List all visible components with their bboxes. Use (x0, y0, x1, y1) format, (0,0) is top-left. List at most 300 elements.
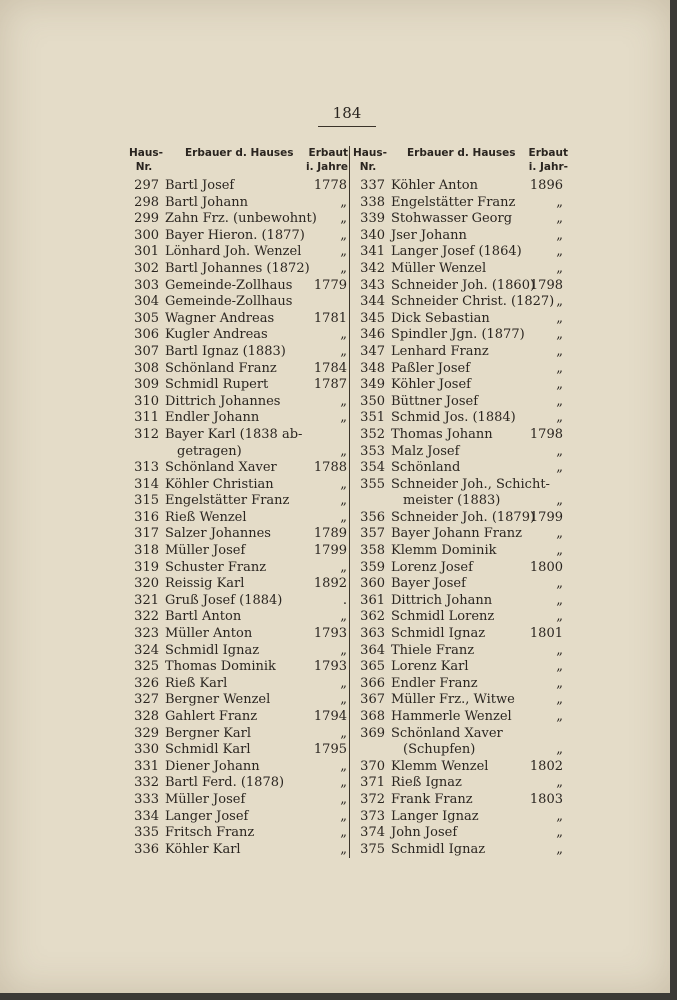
builder-name: Gahlert Franz (165, 709, 258, 724)
house-number: 367 (360, 692, 385, 708)
house-entry-row (125, 377, 347, 394)
builder-name: Köhler Christian (165, 476, 274, 492)
house-entry-row (351, 394, 573, 411)
builder-name: Engelstätter Franz (391, 194, 516, 210)
build-year: „ (556, 310, 563, 326)
builder-name: Dittrich Johannes (165, 393, 281, 409)
left-header-house-number: Haus- Nr. (129, 147, 163, 173)
build-year: „ (340, 808, 347, 824)
build-year: 1787 (313, 377, 347, 393)
build-year: „ (340, 642, 347, 658)
house-number: 339 (360, 211, 385, 227)
builder-name: Bartl Johannes (1872) (165, 260, 310, 276)
builder-name: Hammerle Wenzel (391, 709, 512, 724)
house-number: 331 (134, 758, 159, 774)
house-entry-row (351, 211, 573, 228)
builder-name: Malz Josef (391, 443, 460, 459)
build-year: „ (340, 675, 347, 691)
house-entry-row (351, 842, 573, 859)
build-year: „ (340, 493, 347, 509)
builder-name: Wagner Andreas (165, 310, 275, 326)
builder-name: Müller Wenzel (391, 260, 487, 276)
builder-name: Fritsch Franz (165, 825, 255, 841)
house-entry-row (351, 593, 573, 610)
builder-name: Schmidl Ignaz (165, 642, 260, 658)
build-year: „ (556, 493, 563, 509)
house-entry-row (351, 775, 573, 792)
build-year: 1788 (313, 460, 347, 476)
builder-name: Schönland Xaver (165, 460, 277, 476)
builder-name: Bartl Johann (165, 194, 248, 210)
build-year: 1800 (529, 559, 563, 575)
house-number: 362 (360, 609, 385, 625)
builder-name: Müller Josef (165, 543, 246, 559)
house-number: 337 (360, 178, 385, 193)
house-number: 369 (360, 725, 385, 741)
builder-name: Reissig Karl (165, 576, 245, 592)
builder-name: Paßler Josef (391, 360, 471, 376)
left-house-list (125, 178, 347, 858)
builder-name: Bartl Josef (165, 178, 235, 193)
build-year: „ (556, 825, 563, 841)
house-entry-row (125, 510, 347, 527)
build-year: „ (340, 343, 347, 359)
builder-name: Diener Johann (165, 758, 260, 774)
house-entry-row (351, 294, 573, 311)
builder-name: (Schupfen) (403, 742, 476, 758)
house-entry-row (351, 659, 573, 676)
build-year: „ (340, 194, 347, 210)
build-year: „ (556, 377, 563, 393)
house-number: 333 (134, 791, 159, 807)
house-entry-row (351, 460, 573, 477)
house-entry-row (351, 676, 573, 693)
house-number: 320 (134, 576, 159, 592)
right-header-builder: Erbauer d. Hauses (407, 147, 516, 159)
left-header-builder: Erbauer d. Hauses (185, 147, 294, 159)
build-year: „ (556, 327, 563, 343)
house-entry-row (351, 410, 573, 427)
house-entry-row (125, 643, 347, 660)
house-number: 352 (360, 426, 385, 442)
build-year: 1798 (529, 277, 563, 293)
builder-name: getragen) (177, 443, 242, 459)
house-number: 318 (134, 543, 159, 559)
build-year: 1798 (529, 426, 563, 442)
house-entry-row (351, 560, 573, 577)
house-entry-row (125, 659, 347, 676)
build-year: 1799 (529, 509, 563, 525)
house-entry-row (351, 726, 573, 743)
build-year: „ (556, 410, 563, 426)
builder-name: Lorenz Josef (391, 559, 473, 575)
house-number: 336 (134, 841, 159, 857)
column-divider (349, 146, 350, 858)
builder-name: Bartl Ignaz (1883) (165, 343, 286, 359)
build-year: 1795 (313, 742, 347, 758)
house-number: 344 (360, 294, 385, 310)
house-entry-row (125, 775, 347, 792)
house-number: 301 (134, 244, 159, 260)
house-number: 345 (360, 310, 385, 326)
house-number: 341 (360, 244, 385, 260)
builder-name: meister (1883) (403, 493, 501, 509)
house-entry-row (125, 178, 347, 195)
builder-name: Köhler Anton (391, 178, 478, 193)
house-entry-row (351, 692, 573, 709)
builder-name: Schuster Franz (165, 559, 267, 575)
builder-name: Endler Johann (165, 410, 260, 426)
house-entry-row (351, 526, 573, 543)
house-entry-row (125, 842, 347, 859)
house-entry-row (125, 278, 347, 295)
build-year: „ (340, 260, 347, 276)
build-year: 1892 (313, 576, 347, 592)
house-entry-row (125, 460, 347, 477)
builder-name: Schmidl Lorenz (391, 609, 495, 625)
builder-name: Jser Johann (391, 227, 467, 243)
builder-name: Schneider Christ. (1827) (391, 294, 555, 310)
build-year: „ (340, 244, 347, 260)
house-number: 330 (134, 742, 159, 758)
house-number: 365 (360, 659, 385, 675)
house-number: 298 (134, 194, 159, 210)
house-entry-row (125, 709, 347, 726)
house-number: 353 (360, 443, 385, 459)
builder-name: Stohwasser Georg (391, 211, 513, 227)
right-house-list (351, 178, 573, 858)
house-entry-row (125, 228, 347, 245)
house-number: 314 (134, 476, 159, 492)
house-number: 317 (134, 526, 159, 542)
house-number: 356 (360, 509, 385, 525)
build-year: „ (556, 244, 563, 260)
builder-name: Schmidl Rupert (165, 377, 269, 393)
house-entry-row (125, 410, 347, 427)
house-number: 334 (134, 808, 159, 824)
house-entry-row (125, 493, 347, 510)
house-entry-row (351, 643, 573, 660)
house-entry-row (351, 228, 573, 245)
build-year: „ (340, 791, 347, 807)
house-entry-row (125, 361, 347, 378)
house-entry-row (351, 543, 573, 560)
house-entry-row (351, 493, 573, 510)
house-entry-row (351, 792, 573, 809)
build-year: „ (556, 543, 563, 559)
house-entry-row (351, 244, 573, 261)
builder-name: Bartl Ferd. (1878) (165, 775, 285, 791)
house-entry-row (351, 742, 573, 759)
house-entry-row (351, 626, 573, 643)
house-entry-row (351, 344, 573, 361)
house-number: 324 (134, 642, 159, 658)
build-year: 1799 (313, 543, 347, 559)
house-number: 306 (134, 327, 159, 343)
house-entry-row (125, 792, 347, 809)
build-year: „ (556, 294, 563, 310)
build-year: „ (340, 758, 347, 774)
house-number: 311 (134, 410, 159, 426)
house-entry-row (125, 211, 347, 228)
house-number: 304 (134, 294, 159, 310)
house-entry-row (125, 344, 347, 361)
builder-name: Müller Anton (165, 626, 253, 642)
build-year: „ (556, 343, 563, 359)
house-number: 373 (360, 808, 385, 824)
house-number: 300 (134, 227, 159, 243)
house-number: 321 (134, 592, 159, 608)
build-year: „ (340, 476, 347, 492)
builder-name: Rieß Karl (165, 675, 228, 691)
house-number: 354 (360, 460, 385, 476)
house-entry-row (125, 809, 347, 826)
house-number: 370 (360, 758, 385, 774)
builder-name: Schönland Xaver (391, 725, 503, 741)
build-year: „ (340, 327, 347, 343)
house-number: 358 (360, 543, 385, 559)
builder-name: Kugler Andreas (165, 327, 268, 343)
house-entry-row (125, 526, 347, 543)
builder-name: Büttner Josef (391, 393, 479, 409)
house-entry-row (351, 477, 573, 494)
build-year: „ (556, 576, 563, 592)
build-year: „ (556, 460, 563, 476)
house-entry-row (125, 261, 347, 278)
house-number: 305 (134, 310, 159, 326)
house-entry-row (125, 477, 347, 494)
builder-name: Engelstätter Franz (165, 493, 290, 509)
house-number: 308 (134, 360, 159, 376)
builder-name: Bayer Josef (391, 576, 466, 592)
house-entry-row (351, 576, 573, 593)
builder-name: Lenhard Franz (391, 343, 489, 359)
house-number: 335 (134, 825, 159, 841)
house-entry-row (125, 742, 347, 759)
house-number: 346 (360, 327, 385, 343)
house-entry-row (125, 543, 347, 560)
build-year: „ (556, 742, 563, 758)
build-year: „ (556, 526, 563, 542)
house-number: 349 (360, 377, 385, 393)
house-number: 307 (134, 343, 159, 359)
house-number: 340 (360, 227, 385, 243)
builder-name: Bartl Anton (165, 609, 242, 625)
house-entry-row (351, 311, 573, 328)
builder-name: Thomas Johann (391, 426, 493, 442)
house-entry-row (125, 676, 347, 693)
house-number: 343 (360, 277, 385, 293)
builder-name: Rieß Wenzel (165, 509, 247, 525)
house-number: 357 (360, 526, 385, 542)
house-number: 303 (134, 277, 159, 293)
house-entry-row (351, 444, 573, 461)
house-entry-row (351, 809, 573, 826)
build-year: „ (340, 775, 347, 791)
build-year: 1779 (313, 277, 347, 293)
builder-name: Endler Franz (391, 675, 478, 691)
house-number: 313 (134, 460, 159, 476)
right-header-year: Erbaut i. Jahr- (528, 147, 568, 173)
builder-name: Schmidl Ignaz (391, 626, 486, 642)
house-entry-row (351, 377, 573, 394)
builder-name: Klemm Wenzel (391, 758, 489, 774)
build-year: 1793 (313, 659, 347, 675)
page-number-rule (318, 126, 376, 127)
build-year: „ (556, 211, 563, 227)
build-year: „ (556, 808, 563, 824)
builder-name: Lorenz Karl (391, 659, 469, 675)
build-year: „ (556, 642, 563, 658)
house-number: 371 (360, 775, 385, 791)
builder-name: Müller Josef (165, 791, 246, 807)
builder-name: Gemeinde-Zollhaus (165, 277, 293, 293)
builder-name: Lönhard Joh. Wenzel (165, 244, 302, 260)
house-entry-row (351, 261, 573, 278)
builder-name: Dittrich Johann (391, 592, 493, 608)
house-entry-row (125, 576, 347, 593)
house-number: 350 (360, 393, 385, 409)
builder-name: Rieß Ignaz (391, 775, 462, 791)
build-year: 1793 (313, 626, 347, 642)
house-entry-row (351, 327, 573, 344)
house-number: 310 (134, 393, 159, 409)
house-number: 361 (360, 592, 385, 608)
house-entry-row (125, 444, 347, 461)
build-year: „ (340, 692, 347, 708)
house-number: 347 (360, 343, 385, 359)
builder-name: John Josef (391, 825, 458, 841)
build-year: 1778 (313, 178, 347, 193)
builder-name: Schönland (391, 460, 461, 476)
build-year: „ (340, 443, 347, 459)
builder-name: Zahn Frz. (unbewohnt) (165, 211, 317, 227)
house-entry-row (351, 510, 573, 527)
builder-name: Schmidl Ignaz (391, 841, 486, 857)
build-year: „ (556, 592, 563, 608)
build-year: . (342, 592, 347, 608)
house-entry-row (125, 626, 347, 643)
house-number: 359 (360, 559, 385, 575)
house-entry-row (351, 759, 573, 776)
house-number: 326 (134, 675, 159, 691)
house-entry-row (125, 244, 347, 261)
house-entry-row (125, 609, 347, 626)
house-number: 360 (360, 576, 385, 592)
build-year: 1794 (313, 709, 347, 724)
house-number: 338 (360, 194, 385, 210)
build-year: „ (556, 393, 563, 409)
build-year: „ (340, 841, 347, 857)
builder-name: Schönland Franz (165, 360, 277, 376)
build-year: „ (556, 709, 563, 724)
build-year: „ (556, 227, 563, 243)
house-number: 355 (360, 476, 385, 492)
house-number: 316 (134, 509, 159, 525)
house-number: 309 (134, 377, 159, 393)
house-entry-row (351, 609, 573, 626)
house-entry-row (125, 560, 347, 577)
builder-name: Schneider Joh. (1860) (391, 277, 536, 293)
house-entry-row (125, 759, 347, 776)
builder-name: Köhler Karl (165, 841, 241, 857)
build-year: „ (556, 194, 563, 210)
build-year: „ (556, 360, 563, 376)
builder-name: Salzer Johannes (165, 526, 271, 542)
house-entry-row (125, 394, 347, 411)
builder-name: Bayer Johann Franz (391, 526, 522, 542)
house-number: 329 (134, 725, 159, 741)
house-number: 375 (360, 841, 385, 857)
build-year: „ (556, 675, 563, 691)
house-number: 327 (134, 692, 159, 708)
build-year: 1781 (313, 310, 347, 326)
builder-name: Müller Frz., Witwe (391, 692, 515, 708)
house-entry-row (125, 294, 347, 311)
house-number: 332 (134, 775, 159, 791)
builder-name: Bergner Karl (165, 725, 252, 741)
build-year: „ (556, 260, 563, 276)
builder-name: Frank Franz (391, 791, 473, 807)
house-number: 374 (360, 825, 385, 841)
build-year: 1802 (529, 758, 563, 774)
build-year: „ (340, 410, 347, 426)
house-number: 315 (134, 493, 159, 509)
builder-name: Bayer Hieron. (1877) (165, 227, 305, 243)
house-entry-row (125, 195, 347, 212)
build-year: „ (340, 227, 347, 243)
build-year: 1784 (313, 360, 347, 376)
house-number: 323 (134, 626, 159, 642)
house-entry-row (351, 178, 573, 195)
builder-name: Langer Josef (165, 808, 249, 824)
house-number: 312 (134, 426, 159, 442)
build-year: „ (556, 775, 563, 791)
house-number: 366 (360, 675, 385, 691)
build-year: „ (340, 609, 347, 625)
build-year: „ (340, 393, 347, 409)
builder-name: Schmidl Karl (165, 742, 251, 758)
builder-name: Schneider Joh., Schicht- (391, 476, 550, 492)
house-number: 351 (360, 410, 385, 426)
house-entry-row (125, 327, 347, 344)
house-entry-row (351, 361, 573, 378)
builder-name: Thomas Dominik (165, 659, 276, 675)
right-header-house-number: Haus- Nr. (353, 147, 387, 173)
house-number: 325 (134, 659, 159, 675)
house-number: 368 (360, 709, 385, 724)
build-year: „ (556, 659, 563, 675)
builder-name: Schmid Jos. (1884) (391, 410, 516, 426)
house-entry-row (351, 825, 573, 842)
builder-name: Köhler Josef (391, 377, 471, 393)
house-entry-row (351, 709, 573, 726)
house-number: 364 (360, 642, 385, 658)
house-entry-row (125, 825, 347, 842)
house-entry-row (125, 692, 347, 709)
builder-name: Gruß Josef (1884) (165, 592, 283, 608)
house-number: 342 (360, 260, 385, 276)
builder-name: Bergner Wenzel (165, 692, 271, 708)
house-number: 363 (360, 626, 385, 642)
builder-name: Gemeinde-Zollhaus (165, 294, 293, 310)
house-number: 372 (360, 791, 385, 807)
build-year: „ (340, 825, 347, 841)
builder-name: Thiele Franz (391, 642, 475, 658)
left-header-year: Erbaut i. Jahre (305, 147, 348, 173)
house-entry-row (125, 593, 347, 610)
build-year: „ (340, 725, 347, 741)
